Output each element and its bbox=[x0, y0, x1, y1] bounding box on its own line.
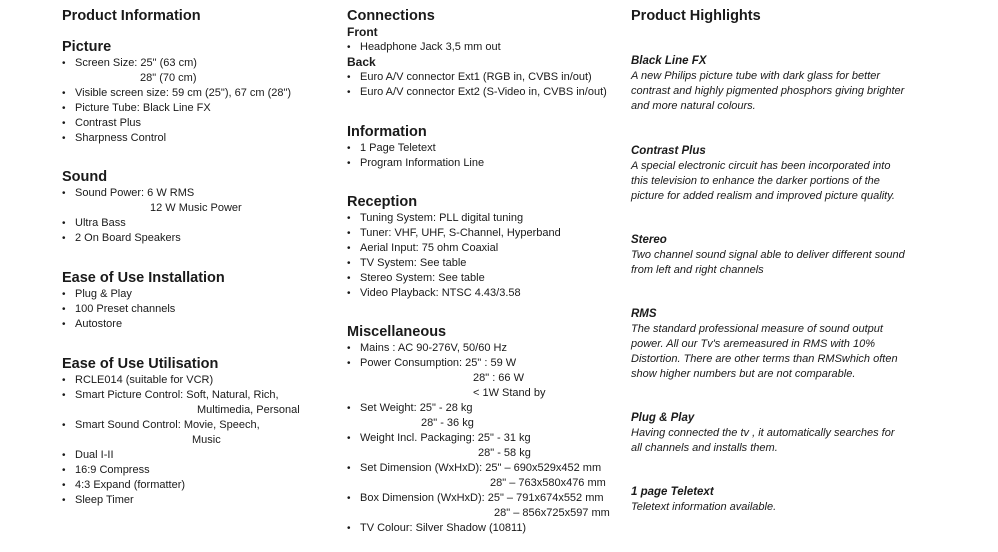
sound-list-rest bbox=[62, 216, 334, 246]
miscellaneous-list-3 bbox=[347, 431, 622, 446]
highlight-text: Distortion. There are other terms than RMSwhich often bbox=[631, 353, 898, 365]
list-item: • Euro A/V connector Ext1 (RGB in, CVBS in/out) bbox=[347, 70, 622, 85]
highlight-contrast-plus bbox=[631, 144, 931, 204]
list-item: • Dual I-II bbox=[62, 448, 334, 463]
product-information-title: Product Information bbox=[62, 8, 201, 24]
installation-list bbox=[62, 287, 334, 332]
utilisation-list-mid bbox=[62, 418, 334, 433]
miscellaneous-list-6 bbox=[347, 521, 622, 536]
information-list bbox=[347, 141, 622, 171]
highlight-title: Black Line FX bbox=[631, 55, 707, 67]
highlight-text: contrast and highly pigmented phosphors giving brighter bbox=[631, 85, 905, 97]
list-item: • Euro A/V connector Ext2 (S-Video in, CVBS in/out) bbox=[347, 85, 622, 100]
back-list bbox=[347, 70, 622, 100]
list-item: • TV System: See table bbox=[347, 256, 622, 271]
picture-list bbox=[62, 56, 334, 71]
highlight-text: Two channel sound signal able to deliver different sound bbox=[631, 249, 905, 261]
list-item: • Sharpness Control bbox=[62, 131, 334, 146]
installation-section bbox=[62, 269, 334, 332]
list-item: • Program Information Line bbox=[347, 156, 622, 171]
highlight-text: A special electronic circuit has been incorporated into bbox=[631, 160, 891, 172]
list-item: • Sound Power: 6 W RMS bbox=[62, 186, 334, 201]
list-item: • 2 On Board Speakers bbox=[62, 231, 334, 246]
list-item-continuation: 28" – 763x580x476 mm bbox=[490, 477, 606, 489]
highlight-text: The standard professional measure of sound output bbox=[631, 323, 883, 335]
connections-title: Connections bbox=[347, 8, 435, 24]
list-item: • Mains : AC 90-276V, 50/60 Hz bbox=[347, 341, 622, 356]
highlight-title: Stereo bbox=[631, 234, 667, 246]
highlight-title: 1 page Teletext bbox=[631, 486, 714, 498]
highlight-text: Having connected the tv , it automatically searches for bbox=[631, 427, 895, 439]
list-item: • 100 Preset channels bbox=[62, 302, 334, 317]
list-item-continuation: < 1W Stand by bbox=[473, 387, 546, 399]
utilisation-list bbox=[62, 373, 334, 403]
list-item: • 1 Page Teletext bbox=[347, 141, 622, 156]
highlight-title: Contrast Plus bbox=[631, 145, 706, 157]
highlight-title: Plug & Play bbox=[631, 412, 695, 424]
list-item: • Plug & Play bbox=[62, 287, 334, 302]
reception-section bbox=[347, 193, 622, 301]
list-item: • Visible screen size: 59 cm (25"), 67 cm (28") bbox=[62, 86, 334, 101]
picture-list-rest bbox=[62, 86, 334, 146]
sound-section bbox=[62, 168, 334, 246]
list-item: • Smart Picture Control: Soft, Natural, Rich, bbox=[62, 388, 334, 403]
highlight-text: this television to enhance the darker portions of the bbox=[631, 175, 880, 187]
list-item: • Tuner: VHF, UHF, S-Channel, Hyperband bbox=[347, 226, 622, 241]
front-title: Front bbox=[347, 25, 378, 39]
list-item-continuation: 28" - 58 kg bbox=[478, 447, 531, 459]
sound-title: Sound bbox=[62, 169, 108, 185]
list-item: • Stereo System: See table bbox=[347, 271, 622, 286]
list-item: • Picture Tube: Black Line FX bbox=[62, 101, 334, 116]
list-item-continuation: 28" - 36 kg bbox=[421, 417, 474, 429]
highlight-rms bbox=[631, 307, 931, 382]
picture-title: Picture bbox=[62, 39, 112, 55]
reception-title: Reception bbox=[347, 194, 418, 210]
list-item-continuation: 28" (70 cm) bbox=[140, 72, 197, 84]
highlight-text: Teletext information available. bbox=[631, 501, 777, 513]
picture-section bbox=[62, 38, 334, 146]
list-item: • Smart Sound Control: Movie, Speech, bbox=[62, 418, 334, 433]
list-item: • Aerial Input: 75 ohm Coaxial bbox=[347, 241, 622, 256]
highlight-text: power. All our Tv's aremeasured in RMS with 10% bbox=[631, 338, 875, 350]
list-item: • Headphone Jack 3,5 mm out bbox=[347, 40, 622, 55]
list-item: • Weight Incl. Packaging: 25" - 31 kg bbox=[347, 431, 622, 446]
miscellaneous-list-2 bbox=[347, 401, 622, 416]
list-item: • Set Weight: 25" - 28 kg bbox=[347, 401, 622, 416]
reception-list bbox=[347, 211, 622, 301]
information-section bbox=[347, 123, 622, 171]
miscellaneous-section bbox=[347, 323, 622, 536]
product-information-column bbox=[62, 7, 334, 508]
highlight-stereo bbox=[631, 233, 931, 278]
list-item-continuation: 28" : 66 W bbox=[473, 372, 524, 384]
installation-title: Ease of Use Installation bbox=[62, 270, 225, 286]
highlight-title: RMS bbox=[631, 308, 657, 320]
list-item: • 16:9 Compress bbox=[62, 463, 334, 478]
highlight-text: all channels and installs them. bbox=[631, 442, 778, 454]
information-title: Information bbox=[347, 124, 427, 140]
highlight-text: picture for added realism and improved picture quality. bbox=[631, 190, 895, 202]
list-item: • Ultra Bass bbox=[62, 216, 334, 231]
list-item: • 4:3 Expand (formatter) bbox=[62, 478, 334, 493]
list-item: • Power Consumption: 25" : 59 W bbox=[347, 356, 622, 371]
front-list bbox=[347, 40, 622, 55]
utilisation-title: Ease of Use Utilisation bbox=[62, 356, 219, 372]
list-item-continuation: Multimedia, Personal bbox=[197, 404, 300, 416]
list-item: • Box Dimension (WxHxD): 25" – 791x674x552 mm bbox=[347, 491, 622, 506]
list-item: • Set Dimension (WxHxD): 25" – 690x529x452 mm bbox=[347, 461, 622, 476]
list-item: • Video Playback: NTSC 4.43/3.58 bbox=[347, 286, 622, 301]
miscellaneous-list bbox=[347, 341, 622, 371]
product-highlights-title: Product Highlights bbox=[631, 8, 761, 24]
highlight-plug-and-play bbox=[631, 411, 931, 456]
list-item-continuation: 12 W Music Power bbox=[150, 202, 242, 214]
highlight-text: A new Philips picture tube with dark glass for better bbox=[631, 70, 881, 82]
sound-list bbox=[62, 186, 334, 201]
highlight-text: show higher numbers but are not comparable. bbox=[631, 368, 856, 380]
list-item: • TV Colour: Silver Shadow (10811) bbox=[347, 521, 622, 536]
highlight-text: and more natural colours. bbox=[631, 100, 756, 112]
miscellaneous-title: Miscellaneous bbox=[347, 324, 447, 340]
list-item: • Contrast Plus bbox=[62, 116, 334, 131]
specifications-column bbox=[347, 7, 622, 536]
highlight-teletext bbox=[631, 485, 931, 515]
list-item: • Sleep Timer bbox=[62, 493, 334, 508]
list-item-continuation: Music bbox=[192, 434, 221, 446]
list-item: • RCLE014 (suitable for VCR) bbox=[62, 373, 334, 388]
list-item-continuation: 28" – 856x725x597 mm bbox=[494, 507, 610, 519]
utilisation-list-rest bbox=[62, 448, 334, 508]
utilisation-section bbox=[62, 355, 334, 508]
list-item: • Tuning System: PLL digital tuning bbox=[347, 211, 622, 226]
highlight-text: from left and right channels bbox=[631, 264, 764, 276]
miscellaneous-list-5 bbox=[347, 491, 622, 506]
product-highlights-column bbox=[631, 7, 931, 515]
list-item: • Screen Size: 25" (63 cm) bbox=[62, 56, 334, 71]
connections-section bbox=[347, 7, 622, 100]
highlight-black-line-fx bbox=[631, 54, 931, 114]
miscellaneous-list-4 bbox=[347, 461, 622, 476]
back-title: Back bbox=[347, 55, 376, 69]
list-item: • Autostore bbox=[62, 317, 334, 332]
